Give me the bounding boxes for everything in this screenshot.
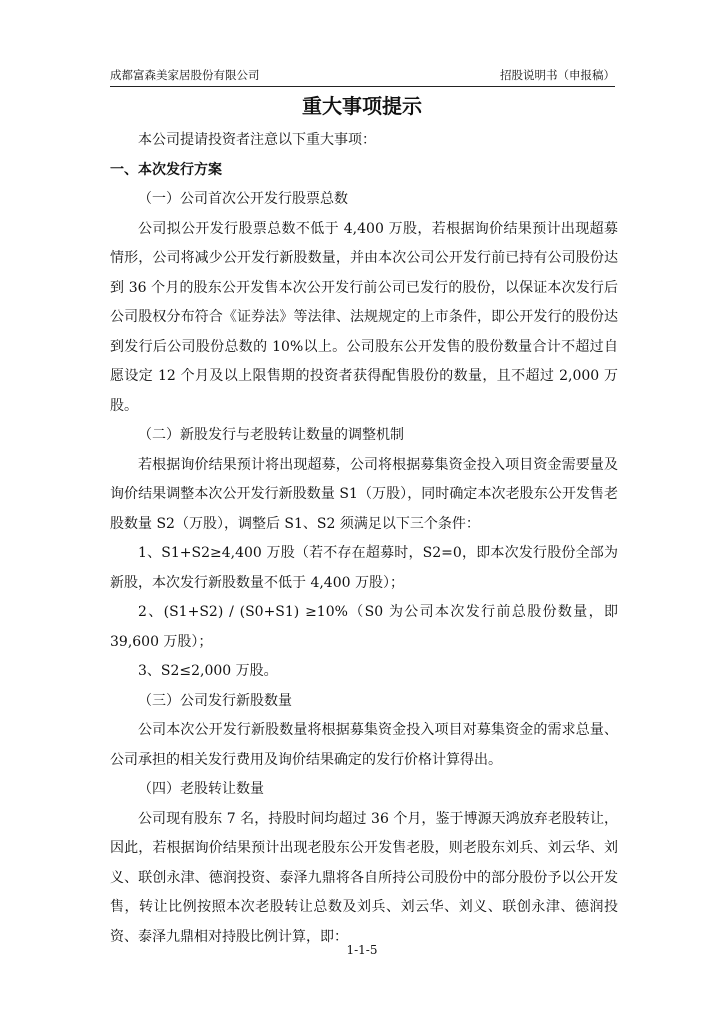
subsection-heading-total-shares: （一）公司首次公开发行股票总数: [138, 191, 348, 207]
document-body: [110, 126, 618, 952]
condition-item-1: 1、S1+S2≥4,400 万股（若不存在超募时，S2=0，即本次发行股份全部为新股，本次发行新股数量不低于 4,400 万股）；: [110, 545, 618, 591]
paragraph-adjustment-mechanism: 若根据询价结果预计将出现超募，公司将根据募集资金投入项目资金需要量及询价结果调整本次公开发行新股数量 S1（万股），同时确定本次老股东公开发售老股数量 S2（万股），调整后 S1、S2 须满足以下三个条件：: [110, 456, 618, 532]
subsection-heading-adjustment-mechanism: （二）新股发行与老股转让数量的调整机制: [138, 427, 404, 443]
header-document-type: 招股说明书（申报稿）: [500, 68, 615, 82]
page-header: [110, 66, 615, 87]
page-title: 重大事项提示: [302, 94, 422, 118]
intro-paragraph: 本公司提请投资者注意以下重大事项：: [138, 132, 376, 148]
page-number: 1-1-5: [346, 943, 378, 957]
paragraph-new-shares: 公司本次公开发行新股数量将根据募集资金投入项目对募集资金的需求总量、公司承担的相关发行费用及询价结果确定的发行价格计算得出。: [110, 722, 618, 768]
subsection-heading-new-shares: （三）公司发行新股数量: [138, 692, 292, 709]
condition-item-2: 2、(S1+S2) / (S0+S1) ≥10%（S0 为公司本次发行前总股份数量，即 39,600 万股）；: [110, 604, 618, 650]
condition-item-3: 3、S2≤2,000 万股。: [138, 663, 278, 679]
subsection-heading-old-share-transfer: （四）老股转让数量: [138, 781, 264, 797]
section-heading-issuance-plan: 一、本次发行方案: [110, 161, 222, 178]
header-company-name: 成都富森美家居股份有限公司: [110, 68, 260, 82]
paragraph-old-share-transfer: 公司现有股东 7 名，持股时间均超过 36 个月，鉴于博源天鸿放弃老股转让，因此，若根据询价结果预计出现老股东公开发售老股，则老股东刘兵、刘云华、刘义、联创永津、德润投资、泰泽九鼎将各自所持公司股份中的部分股份予以公开发售，转让比例按照本次老股转让总数及刘兵、刘云华、刘义、联创永津、德润投资、泰泽九鼎相对持股比例计算，即：: [110, 810, 618, 945]
paragraph-total-shares: 公司拟公开发行股票总数不低于 4,400 万股，若根据询价结果预计出现超募情形，公司将减少公开发行新股数量，并由本次公司公开发行前已持有公司股份达到 36 个月的股东公开发售本次公开发行前公司已发行的股份，以保证本次发行后公司股权分布符合《证券法》等法律、法规规定的上市条件，即公开发行的股份达到发行后公司股份总数的 10%以上。公司股东公开发售的股份数量合计不超过自愿设定 12 个月及以上限售期的投资者获得配售股份的数量，且不超过 2,000 万股。: [110, 220, 618, 414]
